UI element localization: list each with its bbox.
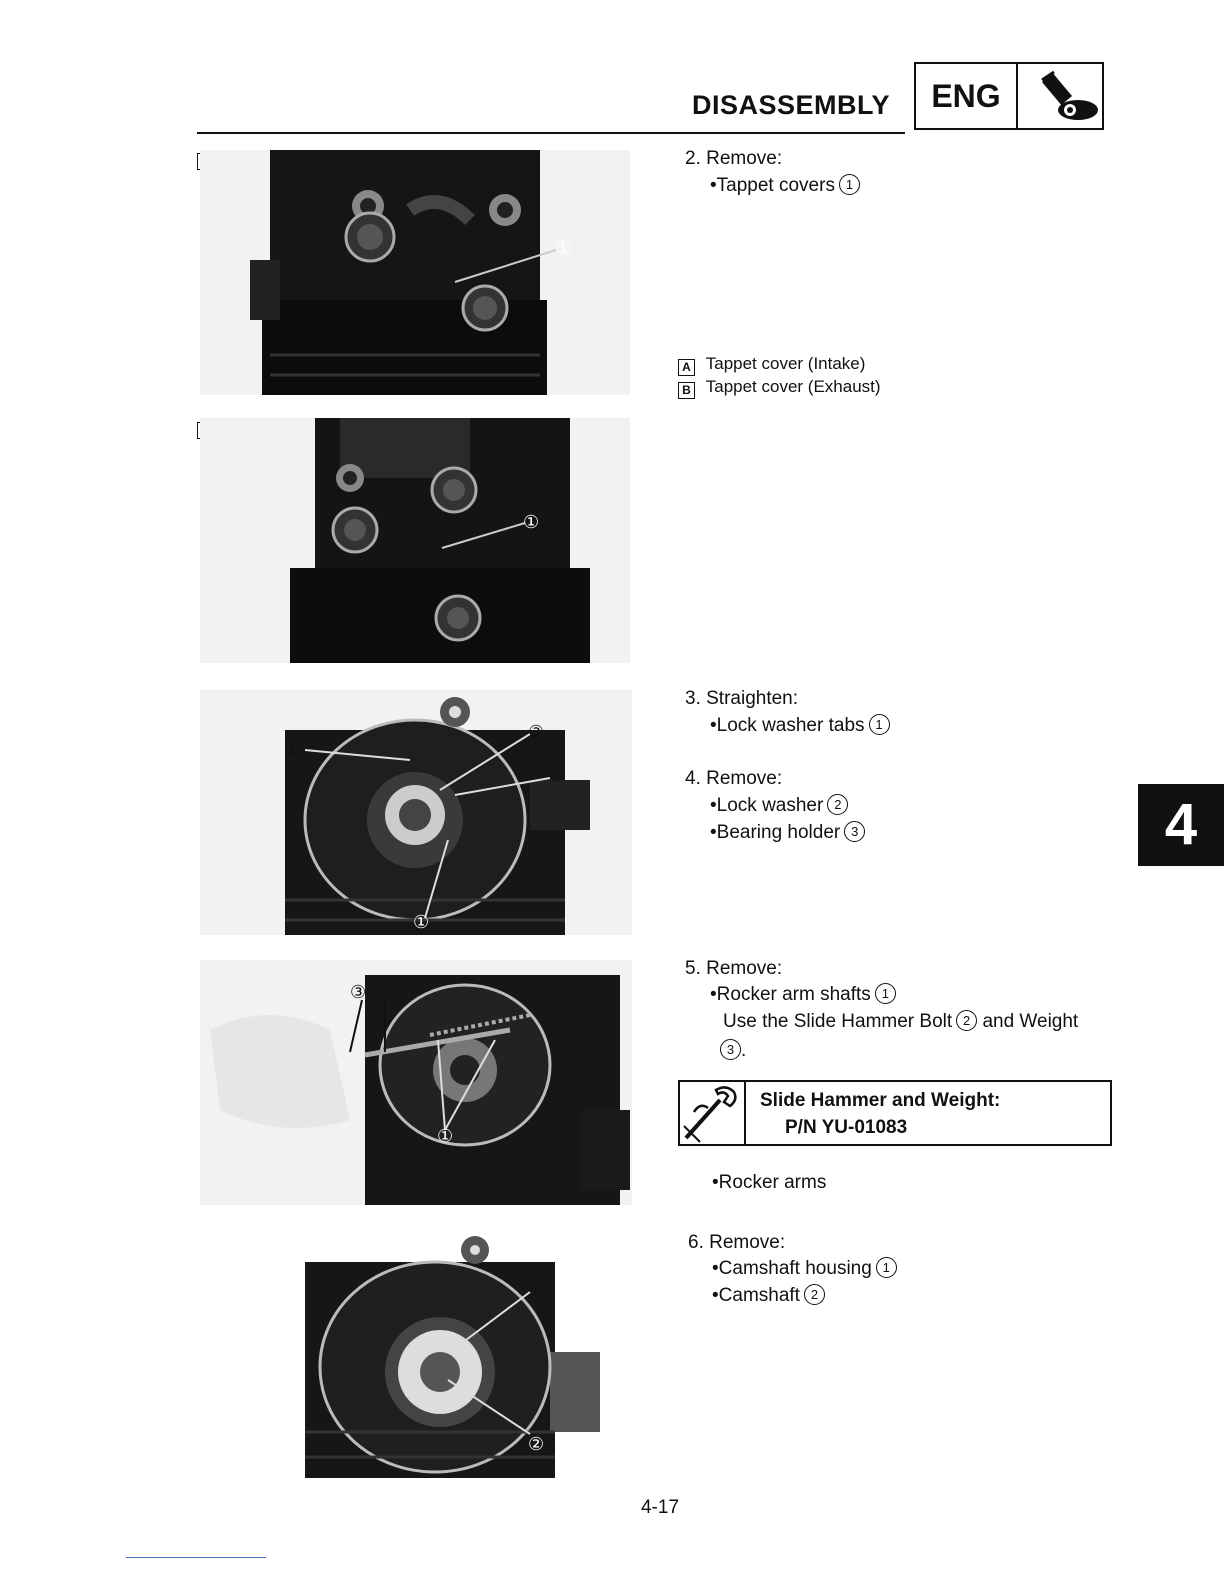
step-4-title: 4. Remove:	[685, 768, 783, 789]
step-4-item-1: •Lock washer 2	[710, 792, 848, 819]
callout-2: ②	[528, 1434, 545, 1455]
ref-circle: 2	[956, 1010, 977, 1031]
page-title: DISASSEMBLY	[692, 90, 891, 120]
callout-1: ①	[523, 512, 540, 533]
step-5-item-1: •Rocker arm shafts 1	[710, 981, 896, 1008]
step-6-item-1: •Camshaft housing 1	[712, 1255, 897, 1282]
step-5-title: 5. Remove:	[685, 958, 783, 979]
step-3-item-1: •Lock washer tabs 1	[710, 712, 890, 739]
page-number: 4-17	[640, 1497, 680, 1518]
step-3-title: 3. Straighten:	[685, 688, 799, 709]
callout-1b: ①	[413, 912, 430, 933]
engine-icon	[1020, 66, 1102, 126]
callout-1: ①	[285, 740, 302, 761]
callout-1: ①	[528, 1279, 545, 1300]
photo-tappet-intake	[200, 150, 630, 395]
step-6-title: 6. Remove:	[688, 1232, 786, 1253]
step-6-item-2: •Camshaft 2	[712, 1282, 825, 1309]
ref-circle: 2	[804, 1284, 825, 1305]
special-tool-box	[678, 1080, 1112, 1146]
ref-circle: 3	[844, 821, 865, 842]
legend-item-b: B Tappet cover (Exhaust)	[678, 376, 881, 399]
wrench-tool-icon	[680, 1082, 746, 1144]
ref-circle: 1	[869, 714, 890, 735]
header-rule	[197, 132, 905, 134]
ref-circle: 2	[827, 794, 848, 815]
tool-part-number: P/N YU-01083	[785, 1117, 908, 1138]
callout-2: ②	[550, 766, 567, 787]
ref-circle: 1	[875, 983, 896, 1004]
ref-circle: 1	[839, 174, 860, 195]
photo-tappet-exhaust	[200, 418, 630, 663]
callout-3: ③	[528, 722, 545, 743]
legend-item-a: A Tappet cover (Intake)	[678, 353, 881, 376]
photo-camshaft	[300, 1232, 605, 1478]
tool-title: Slide Hammer and Weight:	[760, 1090, 1001, 1111]
step-5-extra-item: •Rocker arms	[712, 1172, 827, 1193]
section-badge	[914, 62, 1104, 130]
photo-legend	[678, 353, 881, 399]
callout-3: ③	[350, 982, 367, 1003]
step-2-item-1: •Tappet covers 1	[710, 172, 860, 199]
ref-circle: 3	[720, 1039, 741, 1060]
step-5-note: Use the Slide Hammer Bolt 2 and Weight	[723, 1011, 1079, 1032]
photo-rocker-shafts	[200, 960, 632, 1205]
section-label: ENG	[916, 64, 1018, 128]
step-4-item-2: •Bearing holder 3	[710, 819, 865, 846]
footer-rule	[126, 1557, 266, 1558]
callout-2: ②	[373, 982, 390, 1003]
chapter-tab: 4	[1138, 784, 1224, 866]
step-2-title: 2. Remove:	[685, 148, 783, 169]
step-5-note-cont: 3 .	[720, 1037, 746, 1064]
callout-1: ①	[437, 1126, 454, 1147]
callout-1: ①	[555, 238, 572, 259]
photo-bearing-holder	[200, 690, 632, 935]
ref-circle: 1	[876, 1257, 897, 1278]
